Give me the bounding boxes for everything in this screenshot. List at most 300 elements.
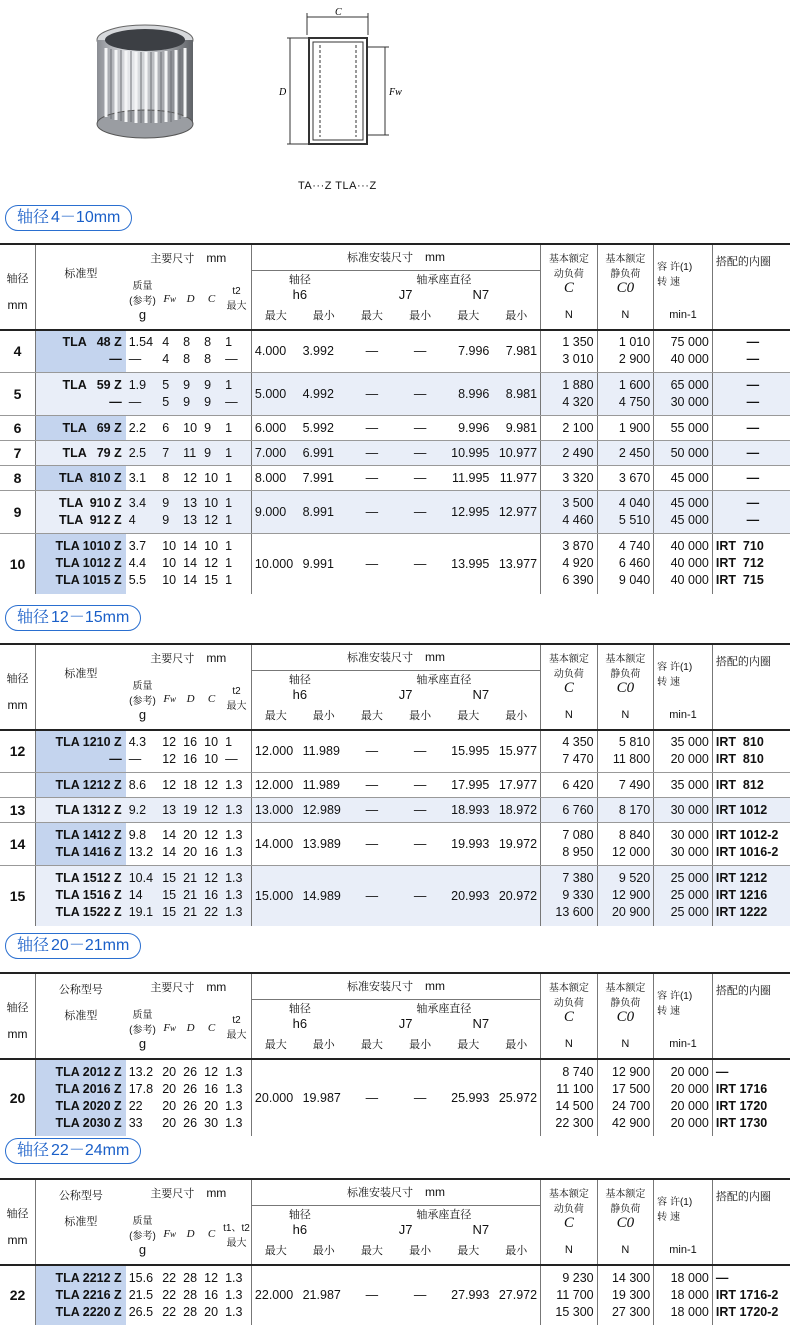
static-load: 5 810 11 800 — [597, 730, 654, 773]
allowable-speed: 25 000 25 000 25 000 — [654, 866, 713, 926]
housing-j7-min: — — [413, 1090, 427, 1105]
bearing-model: TLA 48 Z — — [36, 330, 126, 373]
install-unit: mm — [424, 250, 445, 265]
housing-j7-min: — — [413, 1288, 427, 1302]
header-h6-max: 最大 — [251, 702, 299, 730]
housing-j7-min: — — [396, 373, 444, 416]
mass-value: 3.7 4.4 5.5 — [128, 539, 147, 588]
housing-j7-max: — — [348, 466, 396, 491]
header-n7-max: 最大 — [444, 1031, 492, 1059]
header-dynamic-load: 基本额定 动负荷 C — [541, 973, 598, 1031]
header-housing: 轴承座直径 J7 N7 — [348, 670, 541, 702]
header-inner-ring: 搭配的内圈 — [712, 973, 790, 1059]
dynamic-load: 2 490 — [541, 441, 598, 466]
header-fw: Fw — [159, 1205, 180, 1265]
main-dims-label: 主要尺寸 — [150, 252, 195, 265]
section-title: 轴径 — [17, 1142, 50, 1159]
d-value: 18 — [180, 773, 201, 798]
shaft-h6-min: 4.992 — [300, 373, 348, 416]
bearing-model: TLA 2012 Z TLA 2016 Z TLA 2020 Z TLA 2030 Z — [36, 1059, 126, 1136]
inner-ring: IRT 710 IRT 712 IRT 715 — [715, 539, 764, 588]
header-shaft-unit: mm — [7, 697, 28, 712]
header-static-load: 基本额定 静负荷 C0 — [597, 644, 654, 702]
housing-n7-min: 27.972 — [492, 1265, 540, 1325]
shaft-h6-min: 12.989 — [300, 798, 348, 823]
d-value: 10 — [180, 416, 201, 441]
shaft-h6-max: 13.000 — [251, 798, 299, 823]
bearing-model: TLA 1412 Z TLA 1416 Z — [36, 823, 126, 866]
housing-j7-max: — — [348, 823, 396, 866]
c-value: 12 16 22 — [201, 866, 222, 926]
header-d: D — [180, 270, 201, 330]
header-fw: Fw — [159, 270, 180, 330]
header-dynamic-load: 基本额定 动负荷 C — [541, 1179, 598, 1237]
housing-j7-min: — — [396, 466, 444, 491]
housing-j7-max: — — [348, 730, 396, 773]
bearing-model: TLA 2212 Z TLA 2216 Z TLA 2220 Z — [36, 1265, 126, 1325]
spec-table — [0, 972, 790, 1136]
allowable-speed: 75 000 40 000 — [654, 330, 713, 373]
t-value: 1.3 1.3 1.3 — [222, 1265, 251, 1325]
bearing-model: TLA 1512 Z TLA 1516 Z TLA 1522 Z — [36, 866, 126, 926]
allowable-speed: 50 000 — [654, 441, 713, 466]
shaft-h6-min: 11.989 — [300, 730, 348, 773]
mass-value: 3.1 — [126, 466, 160, 491]
shaft-h6-max: 20.000 — [254, 1090, 294, 1105]
main-dims-label: 主要尺寸 — [150, 1187, 195, 1200]
header-housing: 轴承座直径 J7 N7 — [348, 1205, 541, 1237]
fw-value: 10 10 10 — [162, 539, 177, 588]
header-inner-ring: 搭配的内圈 — [712, 644, 790, 730]
section-title: 轴径 — [17, 937, 50, 954]
mass-value: 3.4 4 — [126, 491, 160, 534]
housing-j7-min: — — [396, 330, 444, 373]
header-main-dims — [126, 244, 252, 270]
shaft-h6-max: 22.000 — [254, 1288, 294, 1302]
header-dynamic-load: 基本额定 动负荷 C — [541, 244, 598, 302]
housing-n7-max: 10.995 — [444, 441, 492, 466]
header-c: C — [201, 1205, 222, 1265]
header-unit-n: N — [597, 702, 654, 730]
header-standard-model: 标准型 — [64, 1216, 98, 1229]
header-static-load: 基本额定 静负荷 C0 — [597, 244, 654, 302]
c-value: 12 — [201, 773, 222, 798]
housing-n7-max: 8.996 — [444, 373, 492, 416]
t-value: 1 — [222, 466, 251, 491]
inner-ring: — — [712, 416, 790, 441]
spec-table — [0, 243, 790, 594]
dim-d-label: D — [279, 87, 287, 98]
inner-ring: — IRT 1716-2 IRT 1720-2 — [715, 1270, 779, 1319]
main-dims-label: 主要尺寸 — [150, 981, 195, 994]
header-shaft-dia — [0, 244, 36, 330]
section-title: 轴径 — [17, 209, 50, 226]
header-housing: 轴承座直径 J7 N7 — [348, 270, 541, 302]
shaft-size: 9 — [0, 491, 36, 534]
static-load: 8 840 12 000 — [597, 823, 654, 866]
data-row — [0, 773, 790, 798]
housing-n7-min: 13.977 — [492, 534, 540, 594]
d-value: 19 — [180, 798, 201, 823]
shaft-size: 20 — [0, 1059, 36, 1136]
shaft-size: 13 — [0, 798, 36, 823]
main-dims-label: 主要尺寸 — [150, 652, 195, 665]
header-d: D — [180, 670, 201, 730]
header-standard-model: 标准型 — [64, 1010, 98, 1023]
inner-ring: IRT 810 IRT 810 — [712, 730, 790, 773]
t-value: 1 — — [222, 373, 251, 416]
header-unit-n: N — [597, 1031, 654, 1059]
header-unit-n: N — [597, 1237, 654, 1265]
housing-n7-min: 11.977 — [492, 466, 540, 491]
fw-value: 8 — [159, 466, 180, 491]
d-value: 11 — [180, 441, 201, 466]
header-allowable-speed: 容 许(1) 转 速 — [654, 1179, 713, 1237]
housing-n7-max: 19.993 — [444, 823, 492, 866]
header-housing: 轴承座直径 J7 N7 — [348, 999, 541, 1031]
header-unit-n: N — [541, 1031, 598, 1059]
housing-n7-max: 25.993 — [451, 1090, 490, 1105]
header-shaft-label: 轴径 — [6, 272, 29, 285]
c-value: 10 12 15 — [204, 539, 219, 588]
header-model — [36, 244, 126, 302]
housing-j7-max: — — [348, 798, 396, 823]
housing-n7-max: 20.993 — [444, 866, 492, 926]
housing-n7-max: 17.995 — [444, 773, 492, 798]
header-j7-max: 最大 — [348, 302, 396, 330]
header-install-dims — [251, 244, 540, 270]
fw-value: 13 — [159, 798, 180, 823]
header-shaft-unit: mm — [7, 1232, 28, 1247]
inner-ring: IRT 812 — [712, 773, 790, 798]
fw-value: 6 — [159, 416, 180, 441]
static-load: 1 900 — [597, 416, 654, 441]
header-h6-min: 最小 — [300, 702, 348, 730]
housing-n7-min: 25.972 — [492, 1059, 540, 1136]
shaft-h6-min: 21.987 — [302, 1288, 341, 1302]
c-value: 10 12 — [201, 491, 222, 534]
allowable-speed: 45 000 45 000 — [654, 491, 713, 534]
inner-ring: IRT 1012 — [712, 798, 790, 823]
fw-value: 12 — [159, 773, 180, 798]
install-label: 标准安装尺寸 — [346, 252, 413, 265]
fw-value: 4 4 — [159, 330, 180, 373]
housing-n7-max: 12.995 — [444, 491, 492, 534]
header-j7-max: 最大 — [348, 1237, 396, 1265]
bearing-model: TLA 79 Z — [36, 441, 126, 466]
header-speed-unit: min-1 — [654, 1031, 713, 1059]
header-j7-max: 最大 — [348, 1031, 396, 1059]
static-load: 4 740 6 460 9 040 — [597, 534, 654, 594]
header-j7-max: 最大 — [348, 702, 396, 730]
shaft-h6-max: 9.000 — [251, 491, 299, 534]
header-shaft-label: 轴径 — [6, 1001, 29, 1014]
header-static-load: 基本额定 静负荷 C0 — [597, 1179, 654, 1237]
housing-j7-max: — — [348, 441, 396, 466]
data-row — [0, 416, 790, 441]
dynamic-load: 4 350 7 470 — [541, 730, 598, 773]
data-row — [0, 1059, 790, 1136]
header-allowable-speed: 容 许(1) 转 速 — [654, 244, 713, 302]
header-shaft-unit: mm — [7, 297, 28, 312]
header-t: t1、t2 最大 — [222, 1205, 251, 1265]
bearing-model: TLA 69 Z — [36, 416, 126, 441]
mass-value: 2.5 — [126, 441, 160, 466]
shaft-size: 12 — [0, 730, 36, 773]
data-row — [0, 491, 790, 534]
dynamic-load: 7 080 8 950 — [541, 823, 598, 866]
static-load: 7 490 — [597, 773, 654, 798]
shaft-h6-min: 19.987 — [302, 1090, 341, 1105]
dim-c-label: C — [335, 7, 342, 18]
shaft-h6-min: 13.989 — [300, 823, 348, 866]
section-range: 12－15mm — [51, 609, 130, 626]
header-main-dims — [126, 1179, 252, 1205]
header-unit-n: N — [541, 302, 598, 330]
shaft-h6-max: 12.000 — [251, 730, 299, 773]
t-value: 1 — — [222, 730, 251, 773]
housing-j7-max: — — [348, 866, 396, 926]
data-row — [0, 534, 790, 594]
fw-value: 9 9 — [159, 491, 180, 534]
header-standard-model: 标准型 — [64, 668, 98, 681]
header-shaft-dia — [0, 973, 36, 1059]
inner-ring: IRT 1212 IRT 1216 IRT 1222 — [712, 866, 790, 926]
shaft-h6-min: 5.992 — [300, 416, 348, 441]
header-h6-min: 最小 — [300, 1237, 348, 1265]
housing-n7-min: 18.972 — [492, 798, 540, 823]
housing-n7-max: 18.993 — [444, 798, 492, 823]
allowable-speed: 35 000 — [654, 773, 713, 798]
static-load: 1 600 4 750 — [597, 373, 654, 416]
header-shaft-h6: 轴径 h6 — [288, 1002, 311, 1031]
header-allowable-speed: 容 许(1) 转 速 — [654, 644, 713, 702]
housing-n7-min: 20.972 — [492, 866, 540, 926]
header-inner-ring: 搭配的内圈 — [712, 1179, 790, 1265]
header-shaft-h6: 轴径 h6 — [288, 273, 311, 302]
needle-bearing-photo — [80, 20, 210, 140]
shaft-h6-max: 10.000 — [254, 556, 294, 571]
c-value: 12 16 20 30 — [204, 1064, 219, 1130]
housing-n7-max: 13.995 — [451, 556, 490, 571]
housing-j7-min: — — [396, 441, 444, 466]
header-install-dims — [251, 644, 540, 670]
spec-table — [0, 1178, 790, 1325]
housing-j7-min: — — [396, 823, 444, 866]
header-n7-min: 最小 — [492, 302, 540, 330]
header-shaft-h6: 轴径 h6 — [288, 1208, 311, 1237]
main-dims-unit: mm — [206, 1185, 227, 1200]
header-n7-max: 最大 — [444, 702, 492, 730]
c-value: 9 9 — [201, 373, 222, 416]
section-range: 20－21mm — [51, 937, 130, 954]
inner-ring: — — [712, 466, 790, 491]
section-range: 22－24mm — [51, 1142, 130, 1159]
bearing-model: TLA 910 Z TLA 912 Z — [36, 491, 126, 534]
shaft-h6-min: 8.991 — [300, 491, 348, 534]
d-value: 16 16 — [180, 730, 201, 773]
shaft-h6-min: 3.992 — [300, 330, 348, 373]
install-unit: mm — [424, 1185, 445, 1200]
d-value: 28 28 28 — [183, 1270, 198, 1319]
header-c: C — [201, 270, 222, 330]
c-value: 10 10 — [201, 730, 222, 773]
allowable-speed: 20 000 20 000 20 000 20 000 — [654, 1059, 713, 1136]
t-value: 1 — [222, 416, 251, 441]
housing-j7-max: — — [348, 491, 396, 534]
header-fw: Fw — [159, 999, 180, 1059]
bearing-model: TLA 59 Z — — [36, 373, 126, 416]
header-shaft-unit: mm — [7, 1026, 28, 1041]
header-h6-min: 最小 — [300, 1031, 348, 1059]
c-value: 12 16 — [201, 823, 222, 866]
allowable-speed: 30 000 30 000 — [654, 823, 713, 866]
housing-j7-min: — — [396, 491, 444, 534]
shaft-h6-max: 4.000 — [251, 330, 299, 373]
housing-j7-min: — — [396, 730, 444, 773]
cross-section-drawing — [265, 5, 425, 165]
dynamic-load: 3 870 4 920 6 390 — [541, 534, 598, 594]
spec-table — [0, 643, 790, 926]
mass-value: 4.3 — — [126, 730, 160, 773]
c-value: 9 — [201, 441, 222, 466]
shaft-h6-max: 8.000 — [251, 466, 299, 491]
header-j7-min: 最小 — [396, 1237, 444, 1265]
inner-ring: — — — [712, 373, 790, 416]
bearing-model: TLA 1212 Z — [36, 773, 126, 798]
header-model — [36, 644, 126, 702]
housing-j7-max: — — [348, 773, 396, 798]
housing-j7-min: — — [396, 866, 444, 926]
housing-n7-max: 27.993 — [451, 1288, 490, 1302]
static-load: 4 040 5 510 — [597, 491, 654, 534]
shaft-h6-max: 6.000 — [251, 416, 299, 441]
shaft-size: 7 — [0, 441, 36, 466]
header-mass: 质量 (参考) g — [126, 270, 160, 330]
header-h6-max: 最大 — [251, 1237, 299, 1265]
allowable-speed: 40 000 40 000 40 000 — [654, 534, 713, 594]
allowable-speed: 55 000 — [654, 416, 713, 441]
allowable-speed: 35 000 20 000 — [654, 730, 713, 773]
section-title: 轴径 — [17, 609, 50, 626]
inner-ring: — IRT 1716 IRT 1720 IRT 1730 — [715, 1064, 768, 1130]
c-value: 12 16 20 — [204, 1270, 219, 1319]
header-shaft-label: 轴径 — [6, 1207, 29, 1220]
data-row — [0, 730, 790, 773]
shaft-range-pill — [5, 933, 141, 959]
shaft-h6-min: 14.989 — [300, 866, 348, 926]
data-row — [0, 441, 790, 466]
mass-value: 13.2 17.8 22 33 — [128, 1064, 154, 1130]
t-value: 1.3 — [222, 773, 251, 798]
install-label: 标准安装尺寸 — [346, 1187, 413, 1200]
install-label: 标准安装尺寸 — [346, 981, 413, 994]
data-row — [0, 373, 790, 416]
header-j7-min: 最小 — [396, 702, 444, 730]
housing-n7-min: 12.977 — [492, 491, 540, 534]
header-shaft-dia — [0, 644, 36, 730]
static-load: 3 670 — [597, 466, 654, 491]
install-unit: mm — [424, 650, 445, 665]
fw-value: 12 12 — [159, 730, 180, 773]
fw-value: 7 — [159, 441, 180, 466]
d-value: 13 13 — [180, 491, 201, 534]
shaft-size: 6 — [0, 416, 36, 441]
header-nominal-model: 公称型号 — [58, 984, 103, 997]
dynamic-load: 3 500 4 460 — [541, 491, 598, 534]
shaft-range-pill — [5, 605, 141, 631]
data-row — [0, 330, 790, 373]
mass-value: 9.2 — [126, 798, 160, 823]
mass-value: 1.9 — — [126, 373, 160, 416]
t-value: 1.3 1.3 1.3 1.3 — [222, 1059, 251, 1136]
shaft-h6-min: 11.989 — [300, 773, 348, 798]
shaft-h6-max: 5.000 — [251, 373, 299, 416]
header-speed-unit: min-1 — [654, 302, 713, 330]
shaft-range-pill — [5, 1138, 141, 1164]
header-shaft-h6: 轴径 h6 — [288, 673, 311, 702]
header-shaft-dia — [0, 1179, 36, 1265]
d-value: 12 — [180, 466, 201, 491]
shaft-h6-max: 7.000 — [251, 441, 299, 466]
mass-value: 2.2 — [126, 416, 160, 441]
header-standard-model: 标准型 — [64, 268, 98, 281]
t-value: 1 — — [222, 330, 251, 373]
t-value: 1.3 — [222, 798, 251, 823]
section-range: 4－10mm — [51, 209, 121, 226]
shaft-h6-min: 7.991 — [300, 466, 348, 491]
housing-j7-max: — — [365, 1288, 379, 1302]
dynamic-load: 6 760 — [541, 798, 598, 823]
fw-value: 14 14 — [159, 823, 180, 866]
t-value: 1.3 1.3 — [222, 823, 251, 866]
c-value: 9 — [201, 416, 222, 441]
housing-n7-min: 19.972 — [492, 823, 540, 866]
header-speed-unit: min-1 — [654, 702, 713, 730]
shaft-h6-max: 12.000 — [251, 773, 299, 798]
static-load: 14 300 19 300 27 300 — [597, 1265, 654, 1325]
header-unit-n: N — [541, 1237, 598, 1265]
header-static-load: 基本额定 静负荷 C0 — [597, 973, 654, 1031]
shaft-h6-max: 15.000 — [251, 866, 299, 926]
header-h6-min: 最小 — [300, 302, 348, 330]
housing-j7-max: — — [348, 373, 396, 416]
c-value: 10 — [201, 466, 222, 491]
inner-ring: IRT 1012-2 IRT 1016-2 — [712, 823, 790, 866]
housing-n7-min: 10.977 — [492, 441, 540, 466]
housing-j7-min: — — [396, 773, 444, 798]
shaft-h6-min: 6.991 — [300, 441, 348, 466]
fw-value: 15 15 15 — [159, 866, 180, 926]
dynamic-load: 6 420 — [541, 773, 598, 798]
header-mass: 质量 (参考) g — [126, 670, 160, 730]
allowable-speed: 30 000 — [654, 798, 713, 823]
header-d: D — [180, 999, 201, 1059]
housing-j7-min: — — [396, 416, 444, 441]
shaft-size: 4 — [0, 330, 36, 373]
header-n7-max: 最大 — [444, 302, 492, 330]
header-nominal-model: 公称型号 — [58, 1190, 103, 1203]
housing-n7-max: 9.996 — [444, 416, 492, 441]
header-main-dims — [126, 644, 252, 670]
housing-j7-min: — — [413, 556, 427, 571]
dynamic-load: 1 880 4 320 — [541, 373, 598, 416]
housing-n7-max: 7.996 — [444, 330, 492, 373]
static-load: 12 900 17 500 24 700 42 900 — [597, 1059, 654, 1136]
t-value: 1.3 1.3 1.3 — [222, 866, 251, 926]
header-j7-min: 最小 — [396, 1031, 444, 1059]
mass-value: 9.8 13.2 — [126, 823, 160, 866]
